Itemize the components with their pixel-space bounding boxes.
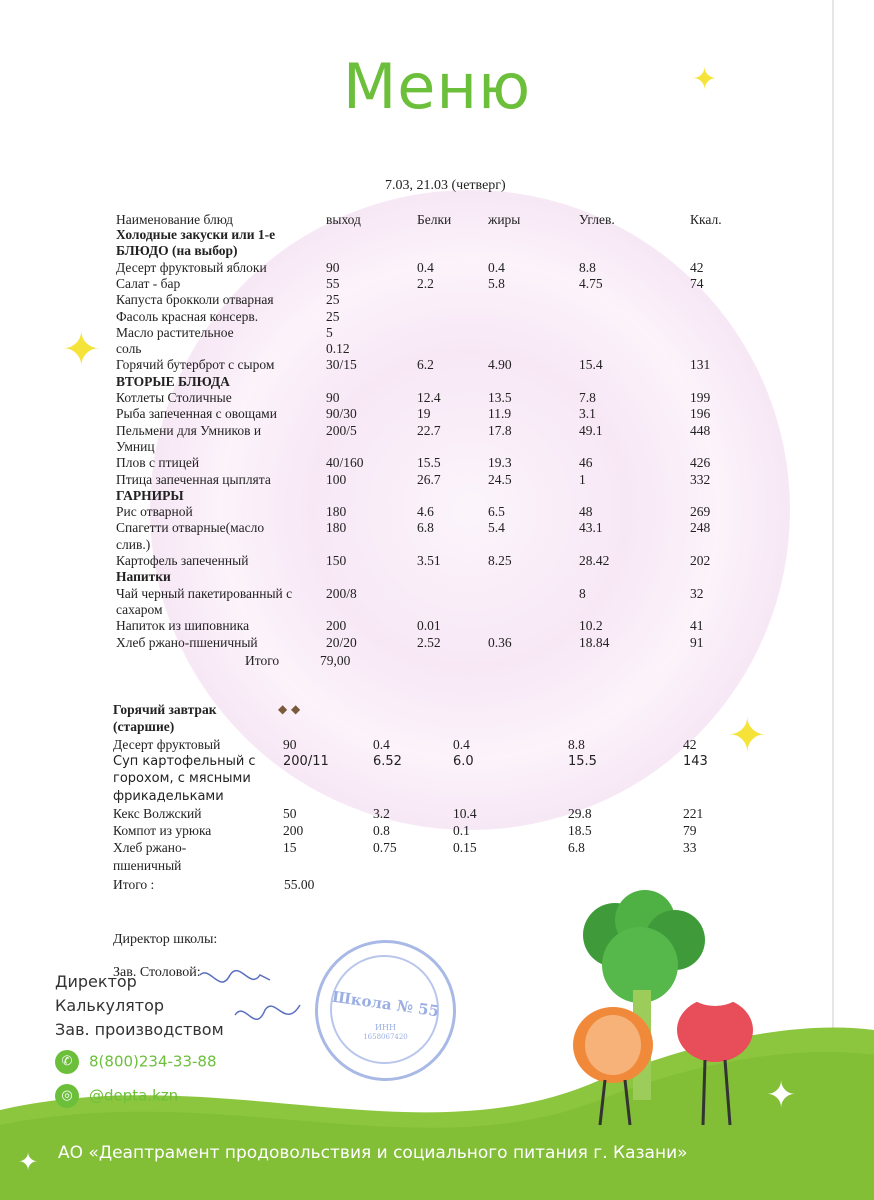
- dish-carbs: 15.4: [579, 357, 603, 373]
- dish-protein: 0.4: [417, 259, 434, 275]
- phone-number[interactable]: 8(800)234-33-88: [89, 1052, 217, 1071]
- table-row: [116, 390, 776, 406]
- dish-carbs: 4.75: [579, 275, 603, 291]
- dish-out: 40/160: [326, 455, 364, 471]
- dish-kcal: 196: [690, 406, 711, 422]
- table-row: [116, 602, 776, 618]
- dish-kcal: 332: [690, 471, 711, 487]
- dish-protein: 0.01: [417, 618, 441, 634]
- director-signature-label: Директор школы:: [113, 932, 218, 947]
- dish-fat: 0.4: [453, 736, 470, 752]
- dish-kcal: 426: [690, 455, 711, 471]
- table-row: [116, 455, 776, 471]
- dish-carbs: 8: [579, 585, 586, 601]
- dish-out: 30/15: [326, 357, 357, 373]
- dish-kcal: 221: [683, 805, 704, 821]
- dish-protein: 2.52: [417, 634, 441, 650]
- dish-kcal: 74: [690, 275, 704, 291]
- dish-kcal: 32: [690, 585, 704, 601]
- table-row: [116, 260, 776, 276]
- table-row: [116, 406, 776, 422]
- star-icon: ✦: [728, 708, 767, 762]
- dish-name: фрикадельками: [113, 788, 224, 804]
- dish-out: 100: [326, 471, 347, 487]
- dish-carbs: 15.5: [568, 753, 597, 769]
- total-value: 55.00: [284, 877, 315, 892]
- star-icon: ✦: [62, 322, 101, 376]
- dish-name: Салат - бар: [116, 275, 181, 291]
- table-row: [113, 806, 773, 823]
- dish-name: Капуста брокколи отварная: [116, 292, 274, 308]
- dish-name: Суп картофельный с: [113, 753, 256, 769]
- dish-out: 25: [326, 292, 340, 308]
- dish-fat: 0.1: [453, 823, 470, 839]
- dish-name: слив.): [116, 536, 151, 552]
- dish-name: Хлеб ржано-: [113, 840, 187, 856]
- dish-kcal: 248: [690, 520, 711, 536]
- dish-name: Компот из урюка: [113, 823, 212, 839]
- instagram-handle[interactable]: @depta.kzn: [89, 1086, 179, 1105]
- section-heading: Горячий завтрак: [113, 702, 217, 717]
- table-row: [116, 292, 776, 308]
- table-row: [113, 771, 773, 788]
- dish-kcal: 91: [690, 634, 704, 650]
- dish-carbs: 49.1: [579, 422, 603, 438]
- dish-protein: 2.2: [417, 275, 434, 291]
- table-row: [116, 520, 776, 536]
- dish-out: 90: [283, 736, 297, 752]
- dish-protein: 0.4: [373, 736, 390, 752]
- dish-fat: 24.5: [488, 471, 512, 487]
- dish-carbs: 48: [579, 504, 593, 520]
- dish-name: Хлеб ржано-пшеничный: [116, 634, 258, 650]
- dish-out: 50: [283, 805, 297, 821]
- dish-kcal: 448: [690, 422, 711, 438]
- dish-protein: 4.6: [417, 504, 434, 520]
- dish-carbs: 28.42: [579, 553, 610, 568]
- dish-carbs: 6.8: [568, 840, 585, 856]
- dish-fat: 0.36: [488, 634, 512, 650]
- dish-kcal: 79: [683, 823, 697, 839]
- dish-kcal: 131: [690, 357, 711, 373]
- phone-row: [55, 1050, 217, 1074]
- table-row: [116, 439, 776, 455]
- dish-carbs: 46: [579, 455, 593, 471]
- stamp-small-2: 1658067420: [363, 1033, 408, 1041]
- total-label: Итого: [245, 653, 280, 668]
- dish-carbs: 10.2: [579, 618, 603, 634]
- dish-kcal: 269: [690, 504, 711, 520]
- dish-out: 200: [326, 618, 347, 634]
- dish-out: 180: [326, 520, 347, 536]
- contact-production: Зав. производством: [55, 1020, 224, 1039]
- dish-fat: 5.4: [488, 520, 505, 536]
- dish-fat: 8.25: [488, 553, 512, 568]
- table-row: [116, 618, 776, 634]
- dish-name: Пельмени для Умников и: [116, 422, 262, 438]
- section-heading: (старшие): [113, 719, 175, 735]
- dish-protein: 3.2: [373, 805, 390, 821]
- handwritten-signature: [180, 955, 320, 1045]
- dish-name: Птица запеченная цыплята: [116, 471, 271, 487]
- dish-name: Горячий бутерброт с сыром: [116, 357, 275, 373]
- table-row: [116, 504, 776, 520]
- total-row-main: [245, 653, 351, 669]
- table-row: [116, 309, 776, 325]
- instagram-icon: ◎: [55, 1084, 79, 1108]
- table-row: [116, 276, 776, 292]
- table-row: [113, 737, 773, 754]
- dish-fat: 0.4: [488, 259, 505, 275]
- school-stamp: [315, 940, 456, 1081]
- col-carbs: Углев.: [579, 212, 615, 227]
- dish-carbs: 18.5: [568, 823, 592, 839]
- col-kcal: Ккал.: [690, 212, 722, 227]
- dish-protein: 6.8: [417, 520, 434, 536]
- dish-protein: 26.7: [417, 471, 441, 487]
- dish-out: 180: [326, 504, 347, 520]
- dish-fat: 11.9: [488, 406, 512, 422]
- table-row: [116, 635, 776, 651]
- dish-name: Котлеты Столичные: [116, 390, 232, 405]
- dish-carbs: 1: [579, 471, 586, 487]
- dish-protein: 0.8: [373, 823, 390, 839]
- total-row-breakfast: [113, 877, 315, 893]
- dish-name: соль: [116, 341, 142, 357]
- dish-carbs: 8.8: [579, 259, 596, 275]
- dish-carbs: 43.1: [579, 520, 603, 536]
- col-fat: жиры: [488, 212, 521, 227]
- table-row: [113, 823, 773, 840]
- dish-out: 5: [326, 324, 333, 340]
- table-row: [116, 357, 776, 373]
- dish-out: 200/11: [283, 753, 329, 769]
- contact-calculator: Калькулятор: [55, 996, 165, 1015]
- dish-fat: 19.3: [488, 455, 512, 471]
- table-header: [116, 212, 756, 228]
- dish-fat: 6.5: [488, 504, 505, 520]
- dish-name: Фасоль красная консерв.: [116, 308, 259, 324]
- table-row: [116, 423, 776, 439]
- dish-fat: 0.15: [453, 840, 477, 856]
- dish-protein: 22.7: [417, 422, 441, 438]
- dish-out: 15: [283, 840, 297, 856]
- canteen-signature-label: Зав. Столовой:: [113, 965, 201, 980]
- dish-name: Картофель запеченный: [116, 553, 249, 568]
- col-protein: Белки: [417, 212, 452, 227]
- total-label: Итого :: [113, 877, 155, 892]
- star-icon: ✦: [18, 1148, 39, 1176]
- table-row: [113, 789, 773, 806]
- dish-out: 150: [326, 553, 347, 568]
- dish-kcal: 143: [683, 753, 708, 769]
- table-row: [113, 754, 773, 771]
- section-heading: ВТОРЫЕ БЛЮДА: [116, 373, 230, 389]
- dish-fat: 4.90: [488, 357, 512, 373]
- dish-name: сахаром: [116, 601, 163, 617]
- star-icon: ✦: [692, 62, 718, 97]
- dish-kcal: 42: [683, 736, 697, 752]
- dish-name: Рис отварной: [116, 504, 193, 520]
- table-row: [116, 553, 776, 569]
- table-row: [116, 341, 776, 357]
- dish-protein: 19: [417, 406, 431, 422]
- instagram-row: [55, 1084, 178, 1108]
- star-icon: ✦: [766, 1075, 797, 1116]
- dish-carbs: 29.8: [568, 805, 592, 821]
- table-row: [113, 840, 773, 857]
- dish-protein: 12.4: [417, 390, 441, 405]
- table-row: [116, 325, 776, 341]
- dish-fat: 13.5: [488, 390, 512, 405]
- section-heading: Холодные закуски или 1-е: [116, 227, 276, 242]
- dish-fat: 10.4: [453, 805, 477, 821]
- menu-title: Меню: [342, 50, 532, 123]
- dish-out: 200: [283, 823, 304, 839]
- table-row: [116, 586, 776, 602]
- dish-out: 20/20: [326, 634, 357, 650]
- dish-kcal: 42: [690, 259, 704, 275]
- dish-kcal: 199: [690, 390, 711, 405]
- dish-out: 90: [326, 390, 340, 405]
- dish-name: Масло растительное: [116, 324, 234, 340]
- dish-kcal: 41: [690, 618, 704, 634]
- dish-carbs: 18.84: [579, 634, 610, 650]
- dish-name: Десерт фруктовый яблоки: [116, 259, 267, 275]
- dish-protein: 3.51: [417, 553, 441, 568]
- total-value: 79,00: [320, 653, 351, 668]
- dish-protein: 0.75: [373, 840, 397, 856]
- dish-name: Умниц: [116, 438, 155, 454]
- dish-name: Спагетти отварные(масло: [116, 520, 265, 536]
- col-name: Наименование блюд: [116, 212, 234, 227]
- dish-carbs: 3.1: [579, 406, 596, 422]
- dish-name: Чай черный пакетированный с: [116, 585, 293, 601]
- section-heading: БЛЮДО (на выбор): [116, 243, 238, 259]
- dish-out: 25: [326, 308, 340, 324]
- col-out: выход: [326, 212, 361, 227]
- mark-icon: ◆ ◆: [278, 702, 301, 716]
- stamp-text: Школа № 55: [330, 987, 441, 1021]
- menu-date: 7.03, 21.03 (четверг): [385, 178, 506, 193]
- dish-protein: 6.2: [417, 357, 434, 373]
- table-row: [116, 537, 776, 553]
- dish-out: 90: [326, 259, 340, 275]
- dish-name: Напиток из шиповника: [116, 618, 250, 634]
- dish-name: пшеничный: [113, 857, 182, 873]
- dish-out: 200/8: [326, 585, 357, 601]
- phone-icon: ✆: [55, 1050, 79, 1074]
- organization-name: АО «Деаптрамент продовольствия и социального питания г. Казани»: [58, 1143, 688, 1163]
- dish-carbs: 7.8: [579, 390, 596, 405]
- dish-name: горохом, с мясными: [113, 771, 251, 787]
- section-heading: Напитки: [116, 569, 171, 585]
- dish-name: Плов с птицей: [116, 455, 200, 471]
- dish-name: Рыба запеченная с овощами: [116, 406, 277, 422]
- dish-out: 0.12: [326, 341, 350, 357]
- dish-name: Кекс Волжский: [113, 805, 202, 821]
- dish-kcal: 202: [690, 553, 711, 568]
- table-row: [116, 472, 776, 488]
- dish-kcal: 33: [683, 840, 697, 856]
- dish-name: Десерт фруктовый: [113, 736, 221, 752]
- dish-fat: 6.0: [453, 753, 474, 769]
- dish-protein: 6.52: [373, 753, 402, 769]
- table-row: [113, 858, 773, 875]
- dish-carbs: 8.8: [568, 736, 585, 752]
- dish-fat: 5.8: [488, 275, 505, 291]
- dish-out: 200/5: [326, 422, 357, 438]
- dish-out: 90/30: [326, 406, 357, 422]
- dish-fat: 17.8: [488, 422, 512, 438]
- dish-protein: 15.5: [417, 455, 441, 471]
- stamp-small-1: ИНН: [375, 1023, 396, 1032]
- contact-director: Директор: [55, 972, 137, 991]
- section-heading: ГАРНИРЫ: [116, 487, 184, 503]
- dish-out: 55: [326, 275, 340, 291]
